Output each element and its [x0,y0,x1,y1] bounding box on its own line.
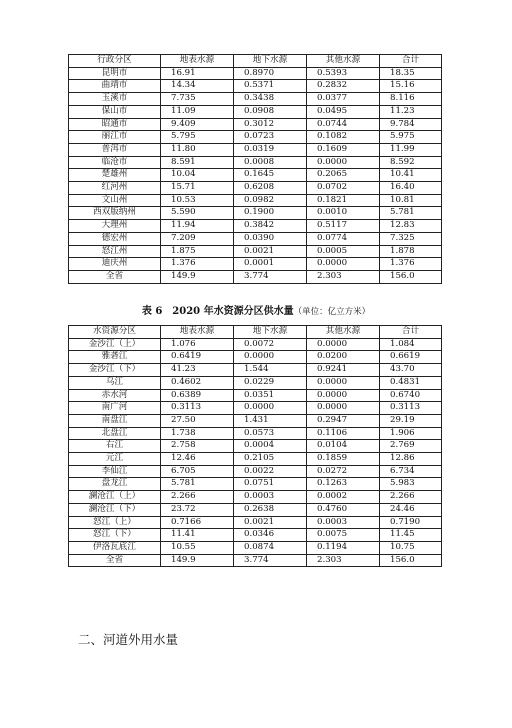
table-row [69,478,442,491]
table-row [69,491,442,504]
table-row [69,414,442,427]
table-row [69,245,442,258]
value-cell: 0.3012 [234,118,307,131]
value-cell: 0.0004 [234,440,307,453]
value-cell: 0.2105 [234,453,307,466]
value-cell: 0.0744 [307,118,380,131]
value-cell: 12.86 [380,453,442,466]
value-cell: 0.0008 [234,156,307,169]
table-row [69,503,442,516]
value-cell: 0.0000 [307,156,380,169]
table-row [69,554,442,567]
region-name-cell: 赤水河 [69,389,161,402]
value-cell: 0.1645 [234,169,307,182]
value-cell: 0.0723 [234,131,307,144]
region-name-cell: 雅砻江 [69,351,161,364]
value-cell: 0.6419 [161,351,234,364]
value-cell: 10.81 [380,194,442,207]
table-row [69,427,442,440]
value-cell: 0.0573 [234,427,307,440]
table-row [69,402,442,415]
region-name-cell: 澜沧江（上） [69,491,161,504]
value-cell: 0.3438 [234,93,307,106]
value-cell: 0.0072 [234,338,307,351]
value-cell: 5.795 [161,131,234,144]
value-cell: 0.0000 [307,258,380,271]
region-name-cell: 盘龙江 [69,478,161,491]
caption-unit: （单位：亿立方米） [293,307,371,317]
value-cell: 10.04 [161,169,234,182]
value-cell: 11.09 [161,105,234,118]
value-cell: 0.0010 [307,207,380,220]
region-name-cell: 怒江（下） [69,529,161,542]
value-cell: 0.0982 [234,194,307,207]
value-cell: 0.4760 [307,503,380,516]
value-cell: 0.0003 [307,516,380,529]
value-cell: 0.5393 [307,67,380,80]
value-cell: 0.0104 [307,440,380,453]
column-header: 合计 [380,55,442,68]
region-name-cell: 玉溪市 [69,93,161,106]
region-name-cell: 北盘江 [69,427,161,440]
value-cell: 0.5117 [307,220,380,233]
value-cell: 0.9241 [307,364,380,377]
value-cell: 0.3113 [380,402,442,415]
table-row [69,465,442,478]
value-cell: 5.781 [161,478,234,491]
region-name-cell: 临沧市 [69,156,161,169]
value-cell: 0.0000 [307,376,380,389]
value-cell: 10.75 [380,541,442,554]
value-cell: 43.70 [380,364,442,377]
region-name-cell: 保山市 [69,105,161,118]
value-cell: 0.1900 [234,207,307,220]
value-cell: 0.0021 [234,245,307,258]
value-cell: 0.0021 [234,516,307,529]
region-name-cell: 红河州 [69,182,161,195]
value-cell: 0.3113 [161,402,234,415]
value-cell: 1.878 [380,245,442,258]
value-cell: 5.983 [380,478,442,491]
value-cell: 2.303 [307,554,380,567]
table-row [69,232,442,245]
value-cell: 18.35 [380,67,442,80]
value-cell: 156.0 [380,554,442,567]
region-name-cell: 大理州 [69,220,161,233]
region-name-cell: 迪庆州 [69,258,161,271]
value-cell: 0.1609 [307,143,380,156]
value-cell: 12.46 [161,453,234,466]
value-cell: 0.0200 [307,351,380,364]
value-cell: 1.076 [161,338,234,351]
value-cell: 0.0075 [307,529,380,542]
table-row [69,131,442,144]
value-cell: 7.209 [161,232,234,245]
region-name-cell: 右江 [69,440,161,453]
value-cell: 0.6389 [161,389,234,402]
table-water-supply-by-admin-region [68,54,442,284]
value-cell: 0.1082 [307,131,380,144]
value-cell: 0.7190 [380,516,442,529]
table-row [69,364,442,377]
table-row [69,338,442,351]
value-cell: 0.0390 [234,232,307,245]
value-cell: 7.735 [161,93,234,106]
value-cell: 0.8970 [234,67,307,80]
value-cell: 9.409 [161,118,234,131]
table-caption [0,302,512,317]
value-cell: 0.2832 [307,80,380,93]
column-header: 地表水源 [161,326,234,339]
region-name-cell: 西双版纳州 [69,207,161,220]
value-cell: 0.2065 [307,169,380,182]
value-cell: 15.71 [161,182,234,195]
value-cell: 8.591 [161,156,234,169]
region-name-cell: 怒江州 [69,245,161,258]
column-header: 地下水源 [234,55,307,68]
table-row [69,156,442,169]
value-cell: 0.6740 [380,389,442,402]
table-row [69,220,442,233]
value-cell: 16.91 [161,67,234,80]
table-row [69,169,442,182]
value-cell: 11.80 [161,143,234,156]
value-cell: 0.0751 [234,478,307,491]
value-cell: 2.758 [161,440,234,453]
value-cell: 0.0001 [234,258,307,271]
value-cell: 0.3842 [234,220,307,233]
value-cell: 29.19 [380,414,442,427]
value-cell: 2.266 [380,491,442,504]
column-header: 地下水源 [234,326,307,339]
value-cell: 0.0002 [307,491,380,504]
value-cell: 8.592 [380,156,442,169]
value-cell: 0.0351 [234,389,307,402]
region-name-cell: 南盘江 [69,414,161,427]
column-header: 其他水源 [307,55,380,68]
value-cell: 16.40 [380,182,442,195]
value-cell: 1.431 [234,414,307,427]
value-cell: 9.784 [380,118,442,131]
table-water-supply-by-resource-region [68,325,442,567]
value-cell: 0.1859 [307,453,380,466]
column-header: 行政分区 [69,55,161,68]
value-cell: 1.875 [161,245,234,258]
value-cell: 1.084 [380,338,442,351]
value-cell: 14.34 [161,80,234,93]
value-cell: 8.116 [380,93,442,106]
table-row [69,270,442,283]
table-row [69,529,442,542]
table-row [69,207,442,220]
region-name-cell: 怒江（上） [69,516,161,529]
table-row [69,351,442,364]
value-cell: 3.774 [234,554,307,567]
region-name-cell: 昆明市 [69,67,161,80]
region-name-cell: 元江 [69,453,161,466]
value-cell: 11.45 [380,529,442,542]
region-name-cell: 普洱市 [69,143,161,156]
region-name-cell: 德宏州 [69,232,161,245]
region-name-cell: 南广河 [69,402,161,415]
region-name-cell: 文山州 [69,194,161,207]
value-cell: 24.46 [380,503,442,516]
region-name-cell: 李仙江 [69,465,161,478]
table-row [69,389,442,402]
value-cell: 0.0000 [307,338,380,351]
value-cell: 2.769 [380,440,442,453]
value-cell: 0.0346 [234,529,307,542]
section-heading: 二、河道外用水量 [78,632,179,647]
table-row [69,143,442,156]
value-cell: 10.55 [161,541,234,554]
value-cell: 0.2947 [307,414,380,427]
region-name-cell: 丽江市 [69,131,161,144]
value-cell: 1.376 [380,258,442,271]
value-cell: 0.0377 [307,93,380,106]
value-cell: 0.2638 [234,503,307,516]
region-name-cell: 楚雄州 [69,169,161,182]
table-row [69,453,442,466]
region-name-cell: 昭通市 [69,118,161,131]
value-cell: 5.781 [380,207,442,220]
value-cell: 0.0229 [234,376,307,389]
value-cell: 11.23 [380,105,442,118]
value-cell: 149.9 [161,270,234,283]
value-cell: 149.9 [161,554,234,567]
caption-title: 表 6 2020 年水资源分区供水量 [141,306,294,317]
column-header: 水资源分区 [69,326,161,339]
value-cell: 11.99 [380,143,442,156]
region-name-cell: 澜沧江（下） [69,503,161,516]
table-row [69,182,442,195]
value-cell: 10.41 [380,169,442,182]
value-cell: 0.1194 [307,541,380,554]
region-name-cell: 金沙江（下） [69,364,161,377]
value-cell: 23.72 [161,503,234,516]
value-cell: 0.0000 [234,351,307,364]
value-cell: 1.544 [234,364,307,377]
value-cell: 0.0005 [307,245,380,258]
value-cell: 1.376 [161,258,234,271]
column-header: 地表水源 [161,55,234,68]
value-cell: 0.0495 [307,105,380,118]
value-cell: 0.0702 [307,182,380,195]
value-cell: 1.906 [380,427,442,440]
value-cell: 0.5371 [234,80,307,93]
table-header-row [69,55,442,68]
value-cell: 0.0000 [307,389,380,402]
region-name-cell: 金沙江（上） [69,338,161,351]
table-row [69,516,442,529]
table-row [69,376,442,389]
value-cell: 0.0022 [234,465,307,478]
value-cell: 3.774 [234,270,307,283]
region-name-cell: 全省 [69,270,161,283]
value-cell: 0.4602 [161,376,234,389]
value-cell: 156.0 [380,270,442,283]
region-name-cell: 全省 [69,554,161,567]
region-name-cell: 伊洛瓦底江 [69,541,161,554]
value-cell: 2.266 [161,491,234,504]
value-cell: 10.53 [161,194,234,207]
column-header: 其他水源 [307,326,380,339]
table-row [69,93,442,106]
value-cell: 5.590 [161,207,234,220]
value-cell: 0.1263 [307,478,380,491]
table-row [69,541,442,554]
value-cell: 27.50 [161,414,234,427]
column-header: 合计 [380,326,442,339]
table-header-row [69,326,442,339]
value-cell: 0.7166 [161,516,234,529]
table-row [69,118,442,131]
table-row [69,105,442,118]
value-cell: 0.0000 [234,402,307,415]
value-cell: 15.16 [380,80,442,93]
value-cell: 0.4831 [380,376,442,389]
value-cell: 6.734 [380,465,442,478]
value-cell: 0.0319 [234,143,307,156]
value-cell: 6.705 [161,465,234,478]
value-cell: 2.303 [307,270,380,283]
value-cell: 0.1106 [307,427,380,440]
value-cell: 7.325 [380,232,442,245]
value-cell: 0.0003 [234,491,307,504]
value-cell: 0.0272 [307,465,380,478]
table-row [69,80,442,93]
value-cell: 0.6619 [380,351,442,364]
value-cell: 0.0908 [234,105,307,118]
value-cell: 0.0774 [307,232,380,245]
value-cell: 41.23 [161,364,234,377]
value-cell: 0.0874 [234,541,307,554]
table-row [69,67,442,80]
region-name-cell: 乌江 [69,376,161,389]
value-cell: 5.975 [380,131,442,144]
table-row [69,440,442,453]
region-name-cell: 曲靖市 [69,80,161,93]
table-row [69,194,442,207]
table-row [69,258,442,271]
value-cell: 0.6208 [234,182,307,195]
value-cell: 12.83 [380,220,442,233]
value-cell: 11.94 [161,220,234,233]
value-cell: 1.738 [161,427,234,440]
value-cell: 0.1821 [307,194,380,207]
value-cell: 0.0000 [307,402,380,415]
value-cell: 11.41 [161,529,234,542]
